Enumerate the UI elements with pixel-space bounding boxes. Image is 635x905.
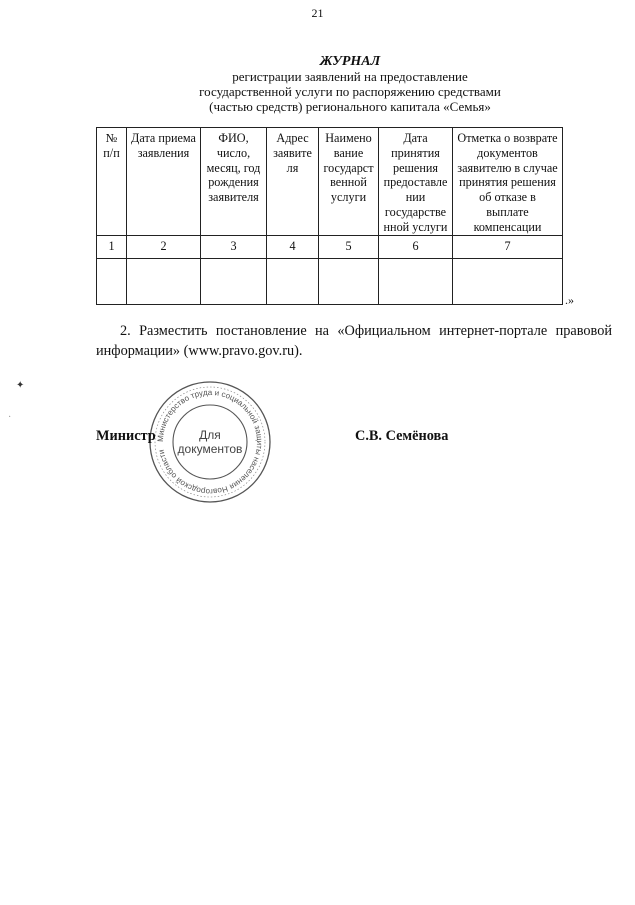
signature-line: [96, 428, 516, 452]
journal-subtitle-line: государственной услуги по распоряжению средствами: [199, 84, 501, 99]
scan-mark: ·: [8, 412, 12, 423]
header-cell-date-received: Дата приема заявления: [127, 128, 201, 236]
table-cell: [201, 258, 267, 304]
header-cell-address: Адрес заявите ля: [267, 128, 319, 236]
table-cell: [127, 258, 201, 304]
journal-title-block: [150, 54, 550, 114]
journal-title: ЖУРНАЛ: [319, 54, 381, 69]
table-cell: 4: [267, 235, 319, 258]
table-cell: 7: [453, 235, 563, 258]
page-number: 21: [311, 6, 324, 20]
table-cell: 2: [127, 235, 201, 258]
table-cell: [97, 258, 127, 304]
closing-quote: .»: [565, 293, 574, 307]
header-cell-decision-date: Дата принятия решения предоставле нии государстве нной услуги: [379, 128, 453, 236]
stamp-ring-textpath: Министерство труда и социальной защиты населения Новгородской области: [155, 387, 265, 497]
journal-table: [96, 127, 563, 305]
journal-subtitle-line: (частью средств) регионального капитала «Семья»: [209, 99, 491, 114]
header-cell-applicant-name: ФИО, число, месяц, год рождения заявителя: [201, 128, 267, 236]
table-cell: 3: [201, 235, 267, 258]
table-header-row: [97, 128, 563, 236]
table-cell: [379, 258, 453, 304]
signatory-name: С.В. Семёнова: [355, 428, 449, 444]
table-cell: [453, 258, 563, 304]
table-cell: 6: [379, 235, 453, 258]
table-row-column-numbers: [97, 235, 563, 258]
body-paragraph: 2. Разместить постановление на «Официальном интернет-портале правовой информации» (www.pravo.gov.ru).: [96, 323, 612, 359]
header-cell-service-name: Наимено вание государст венной услуги: [319, 128, 379, 236]
scan-mark: ✦: [16, 380, 25, 391]
journal-subtitle-line: регистрации заявлений на предоставление: [232, 69, 468, 84]
header-cell-return-note: Отметка о возврате документов заявителю в случае принятия решения об отказе в выплате компенсации: [453, 128, 563, 236]
table-cell: [319, 258, 379, 304]
table-cell: 5: [319, 235, 379, 258]
table-cell: 1: [97, 235, 127, 258]
header-cell-number: № п/п: [97, 128, 127, 236]
signatory-title: Министр: [96, 428, 156, 444]
table-row-empty: [97, 258, 563, 304]
stamp-center-text: Для документов: [177, 428, 243, 456]
table-cell: [267, 258, 319, 304]
